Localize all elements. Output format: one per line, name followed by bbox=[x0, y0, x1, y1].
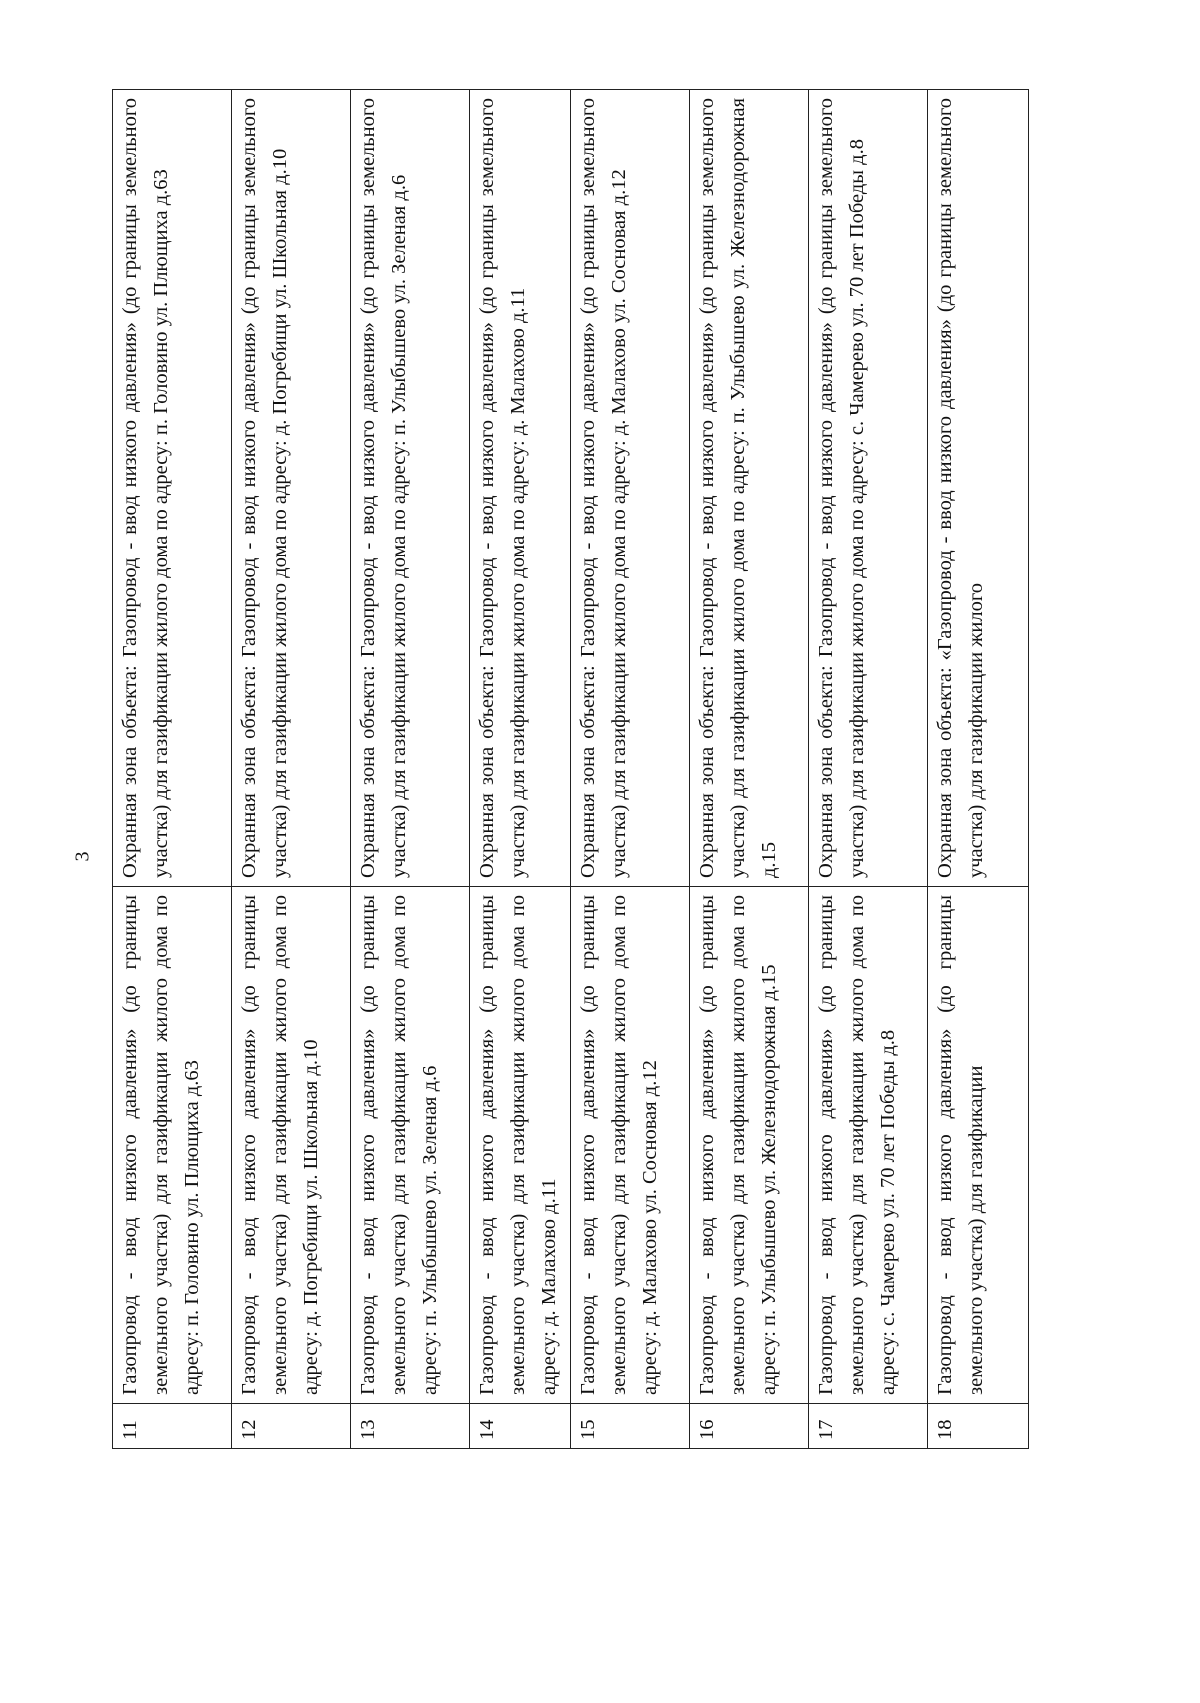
object-name-cell: Газопровод - ввод низкого давления» (до границы земельного участка) для газификации жилого дома по адресу: д. Малахово д.11 bbox=[470, 887, 571, 1404]
page-number: 3 bbox=[71, 851, 94, 862]
table-row bbox=[113, 90, 232, 1449]
table-row bbox=[470, 90, 571, 1449]
table-row bbox=[690, 90, 809, 1449]
object-name-cell: Газопровод - ввод низкого давления» (до границы земельного участка) для газификации bbox=[928, 887, 1029, 1404]
protection-zone-cell: Охранная зона объекта: Газопровод - ввод низкого давления» (до границы земельного участка) для газификации жилого дома по адресу: п. Улыбышево ул. Железнодорожная д.15 bbox=[690, 90, 809, 887]
table-row bbox=[928, 90, 1029, 1449]
protection-zone-cell: Охранная зона объекта: «Газопровод - ввод низкого давления» (до границы земельного участка) для газификации жилого bbox=[928, 90, 1029, 887]
object-name-cell: Газопровод - ввод низкого давления» (до границы земельного участка) для газификации жилого дома по адресу: п. Головино ул. Плющиха д.63 bbox=[113, 887, 232, 1404]
row-number: 18 bbox=[928, 1404, 1029, 1449]
object-name-cell: Газопровод - ввод низкого давления» (до границы земельного участка) для газификации жилого дома по адресу: с. Чамерево ул. 70 лет Победы д.8 bbox=[809, 887, 928, 1404]
row-number: 13 bbox=[351, 1404, 470, 1449]
protection-zone-cell: Охранная зона объекта: Газопровод - ввод низкого давления» (до границы земельного участка) для газификации жилого дома по адресу: п. Улыбышево ул. Зеленая д.6 bbox=[351, 90, 470, 887]
table-body bbox=[113, 90, 1029, 1449]
protection-zone-cell: Охранная зона объекта: Газопровод - ввод низкого давления» (до границы земельного участка) для газификации жилого дома по адресу: д. Малахово ул. Сосновая д.12 bbox=[571, 90, 690, 887]
table-row bbox=[232, 90, 351, 1449]
table-row bbox=[571, 90, 690, 1449]
object-name-cell: Газопровод - ввод низкого давления» (до границы земельного участка) для газификации жилого дома по адресу: п. Улыбышево ул. Железнодорожная д.15 bbox=[690, 887, 809, 1404]
rotated-table-container bbox=[112, 89, 1102, 1449]
object-name-cell: Газопровод - ввод низкого давления» (до границы земельного участка) для газификации жилого дома по адресу: д. Малахово ул. Сосновая д.12 bbox=[571, 887, 690, 1404]
row-number: 11 bbox=[113, 1404, 232, 1449]
protection-zone-cell: Охранная зона объекта: Газопровод - ввод низкого давления» (до границы земельного участка) для газификации жилого дома по адресу: д. Малахово д.11 bbox=[470, 90, 571, 887]
table-row bbox=[351, 90, 470, 1449]
protection-zone-cell: Охранная зона объекта: Газопровод - ввод низкого давления» (до границы земельного участка) для газификации жилого дома по адресу: п. Головино ул. Плющиха д.63 bbox=[113, 90, 232, 887]
row-number: 15 bbox=[571, 1404, 690, 1449]
protection-zone-cell: Охранная зона объекта: Газопровод - ввод низкого давления» (до границы земельного участка) для газификации жилого дома по адресу: с. Чамерево ул. 70 лет Победы д.8 bbox=[809, 90, 928, 887]
row-number: 17 bbox=[809, 1404, 928, 1449]
row-number: 14 bbox=[470, 1404, 571, 1449]
gas-pipeline-table bbox=[112, 89, 1029, 1449]
object-name-cell: Газопровод - ввод низкого давления» (до границы земельного участка) для газификации жилого дома по адресу: д. Погребищи ул. Школьная д.10 bbox=[232, 887, 351, 1404]
object-name-cell: Газопровод - ввод низкого давления» (до границы земельного участка) для газификации жилого дома по адресу: п. Улыбышево ул. Зеленая д.6 bbox=[351, 887, 470, 1404]
row-number: 12 bbox=[232, 1404, 351, 1449]
table-row bbox=[809, 90, 928, 1449]
row-number: 16 bbox=[690, 1404, 809, 1449]
protection-zone-cell: Охранная зона объекта: Газопровод - ввод низкого давления» (до границы земельного участка) для газификации жилого дома по адресу: д. Погребищи ул. Школьная д.10 bbox=[232, 90, 351, 887]
